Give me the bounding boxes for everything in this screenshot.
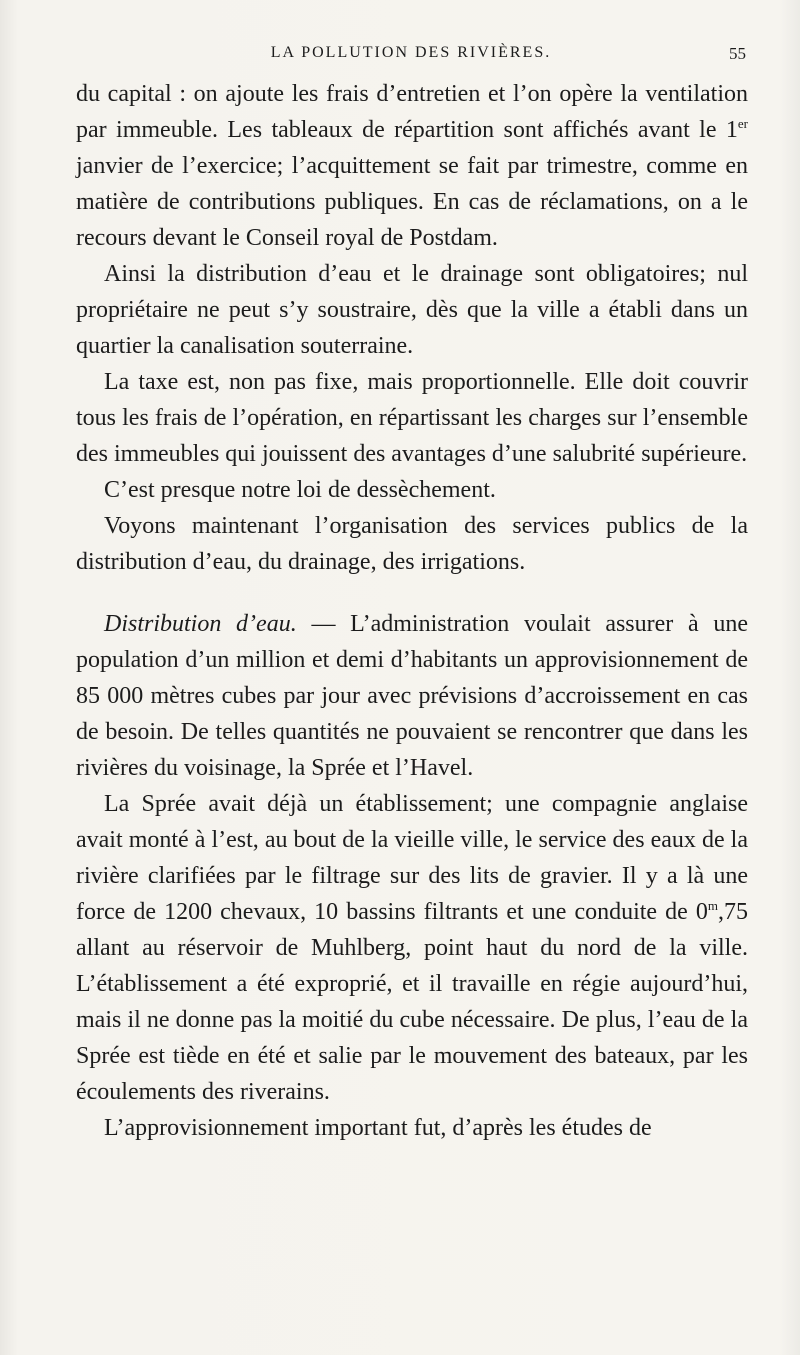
paragraph-text: — L’administration voulait assurer à une population d’un million et demi d’habitants un approvisionnement de 85 000 mètres cubes par jour avec prévisions d’accroissement en cas de besoin. De telles quantités ne pouvaient se rencontrer que dans les rivières du voisinage, la Sprée et l’Havel. (76, 611, 749, 781)
paragraph-text: La Sprée avait déjà un établissement; une compagnie anglaise avait monté à l’est, au bout de la vieille ville, le service des eaux de la rivière clarifiées par le filtrage sur des lits de gravier. Il y a là une force de 1200 chevaux, 10 bassins filtrants et une conduite de (76, 791, 748, 925)
measure-superscript: m (707, 898, 719, 913)
paragraph-water-distribution (76, 606, 748, 786)
paragraph-supply: L’approvisionnement important fut, d’après les études de (104, 1115, 652, 1141)
paragraph-tax-procedure (76, 76, 748, 256)
paragraph-text: du capital : on ajoute les frais d’entretien et l’on opère la ventilation par immeuble. Les tableaux de répartition sont affichés avant le (76, 81, 748, 143)
page-number: 55 (729, 44, 746, 63)
paragraph-tax: La taxe est, non pas fixe, mais proportionnelle. Elle doit couvrir tous les frais de l’opération, en répartissant les charges sur l’ensemble des immeubles qui jouissent des avantages d’une salubrité supérieure. (76, 369, 748, 467)
paragraph-organisation: Voyons maintenant l’organisation des services publics de la distribution d’eau, du drainage, des irrigations. (76, 513, 748, 575)
measure-number: 0 (695, 899, 708, 925)
paragraph-obligation: Ainsi la distribution d’eau et le drainage sont obligatoires; nul propriétaire ne peut s’y soustraire, dès que la ville a établi dans un quartier la canalisation souterraine. (76, 261, 748, 359)
paragraph-law: C’est presque notre loi de dessèchement. (104, 477, 496, 503)
body-text (76, 76, 748, 1146)
running-title: LA POLLUTION DES RIVIÈRES. (270, 44, 552, 61)
paragraph-text-continued: ,75 allant au réservoir de Muhlberg, point haut du nord de la ville. L’établissement a été exproprié, et il travaille en régie aujourd’hui, mais il ne donne pas la moitié du cube nécessaire. De plus, l’eau de la Sprée est tiède en été et salie par le mouvement des bateaux, par les écoulements des riverains. (76, 899, 749, 1105)
paragraph-text-continued: janvier de l’exercice; l’acquittement se fait par trimestre, comme en matière de contributions publiques. En cas de réclamations, on a le recours devant le Conseil royal de Postdam. (76, 153, 748, 251)
section-title: Distribution d’eau. (104, 611, 297, 637)
running-head (76, 44, 746, 70)
ordinal-number: 1 (725, 117, 738, 143)
paragraph-spree (76, 786, 748, 1110)
ordinal-date (726, 117, 748, 143)
ordinal-superscript: er (737, 116, 748, 131)
